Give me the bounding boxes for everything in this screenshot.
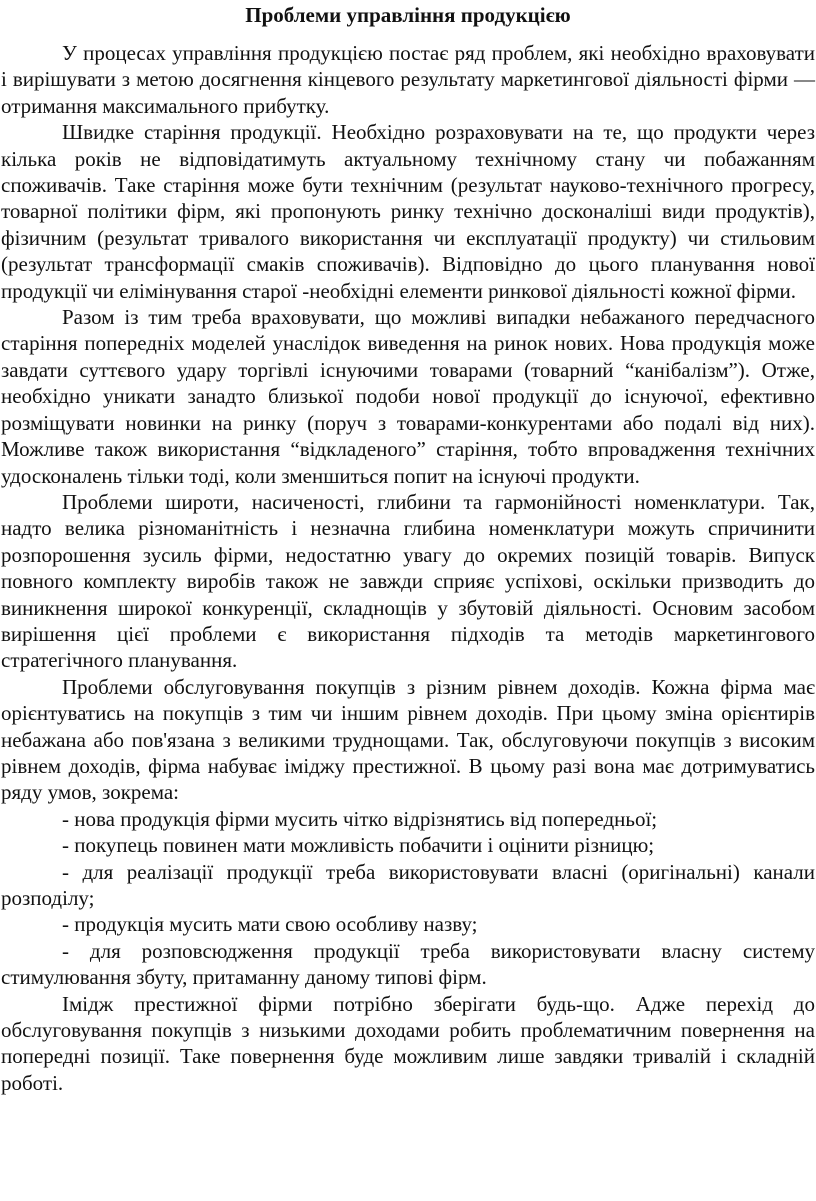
list-item-own-sales-promotion: - для розповсюдження продукції треба використовувати власну систему стимулювання збуту, притаманну даному типові фірм. [1,938,815,990]
list-item-new-product-distinct: - нова продукція фірми мусить чітко відрізнятись від попередньої; [62,806,658,831]
list-item-special-name: - продукція мусить мати свою особливу назву; [62,912,478,937]
paragraph-intro: У процесах управління продукцією постає ряд проблем, які необхідно враховувати і вирішувати з метою досягнення кінцевого результату маркетингової діяльності фірми — отримання максимального прибутку. [1,41,815,118]
list-item-customer-sees-difference: - покупець повинен мати можливість побачити і оцінити різницю; [62,833,655,858]
paragraph-rapid-obsolescence: Швидке старіння продукції. Необхідно розраховувати на те, що продукти через кілька років не відповідатимуть актуальному технічному стану чи побажанням споживачів. Таке старіння може бути технічним (результат науково-технічного прогресу, товарної політики фірм, які пропонують ринку технічно досконаліші види продуктів), фізичним (результат тривалого використання чи експлуатації продукту) чи стильовим (результат трансформації смаків споживачів). Відповідно до цього планування нової продукції чи елімінування старої -необхідні елементи ринкової діяльності кожної фірми. [1,120,815,303]
list-item-own-distribution-channels: - для реалізації продукції треба використовувати власні (оригінальні) канали розподілу; [1,859,815,910]
paragraph-nomenclature-problems: Проблеми широти, насиченості, глибини та гармонійності номенклатури. Так, надто велика різноманітність і незначна глибина номенклатури можуть спричинити розпорошення зусиль фірми, недостатню увагу до окремих позицій товарів. Випуск повного комплекту виробів також не завжди сприяє успіхові, оскільки призводить до виникнення широкої конкуренції, складнощів у збутовій діяльності. Основим засобом вирішення цієї проблеми є використання підходів та методів маркетингового стратегічного планування. [1,489,815,673]
paragraph-premature-obsolescence: Разом із тим треба враховувати, що можливі випадки небажаного передчасного старіння попередніх моделей унаслідок виведення на ринок нових. Нова продукція може завдати суттєвого удару торгівлі існуючими товарами (товарний “канібалізм”). Отже, необхідно уникати занадто близької подоби нової продукції до існуючої, ефективно розміщувати новинки на ринку (поруч з товарами-конкурентами або подалі від них). Можливе також використання “відкладеного” старіння, тобто впровадження технічних удосконалень тільки тоді, коли зменшиться попит на існуючі продукти. [1,305,815,488]
paragraph-customer-income-levels: Проблеми обслуговування покупців з різним рівнем доходів. Кожна фірма має орієнтуватись на покупців з тим чи іншим рівнем доходів. При цьому зміна орієнтирів небажана або пов'язана з великими труднощами. Так, обслуговуючи покупців з високим рівнем доходів, фірма набуває іміджу престижної. В цьому разі вона має дотримуватись ряду умов, зокрема: [1,674,815,805]
paragraph-prestige-image: Імідж престижної фірми потрібно зберігати будь-що. Адже перехід до обслуговування покупців з низькими доходами робить проблематичним повернення на попередні позиції. Таке повернення буде можливим лише завдяки тривалій і складній роботі. [1,991,815,1095]
document-title: Проблеми управління продукцією [245,3,571,27]
